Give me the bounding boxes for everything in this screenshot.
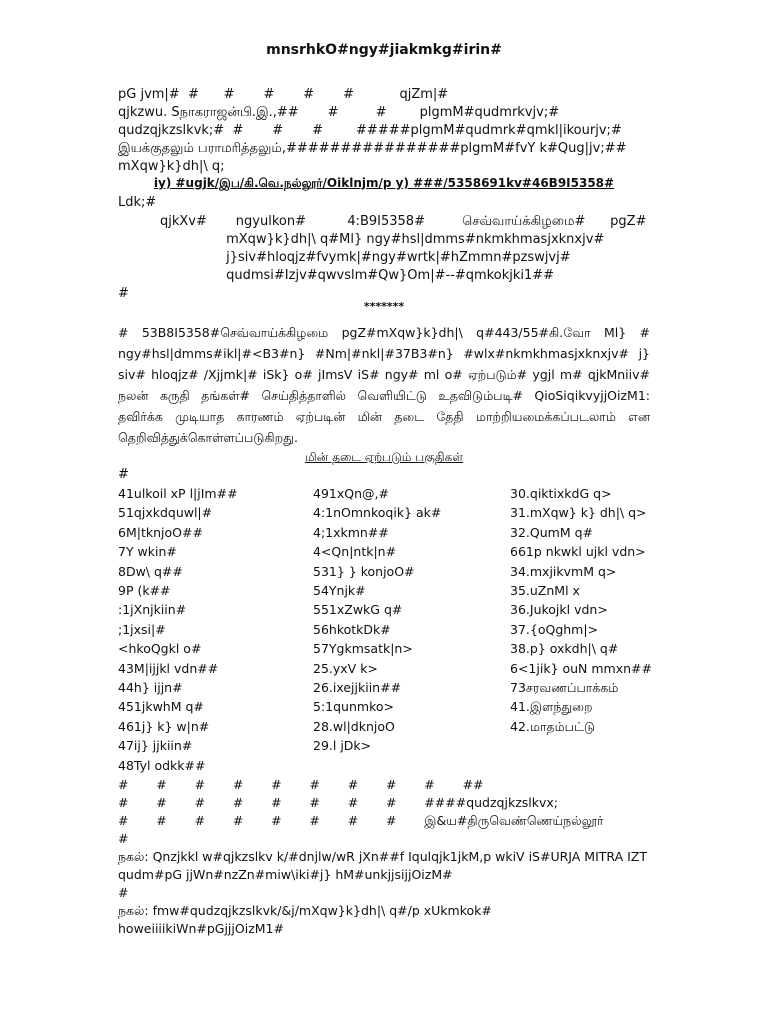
area-item: 4<Qn|ntk|n# — [313, 544, 397, 560]
area-item: 6M|tknjoO## — [118, 524, 203, 540]
footer-signature-row: # # # # # # # # இ&ய#திருவெண்ணெய்நல்லூர் — [118, 813, 604, 828]
footer-block — [118, 776, 653, 938]
area-item: ;1jxsi|# — [118, 621, 166, 637]
ref-line-3: j}siv#hloqjz#fvymk|#ngy#wrtk|#hZmmn#pzswjvj# — [160, 250, 571, 265]
area-item: 57Ygkmsatk|n> — [313, 641, 413, 657]
document-title: mnsrhkO#ngy#jiakmkg#irin# — [266, 42, 502, 58]
area-item: :1jXnjkiin# — [118, 602, 187, 618]
hash-line: # — [118, 286, 129, 301]
areas-column-3 — [510, 484, 652, 736]
area-item: 6<1jik} ouN mmxn## — [510, 660, 653, 676]
copy-to-line-2: நகல்: fmw#qudzqjkzslkvk/&j/mXqw}k}dh|\ q#/p xUkmkok# howeiiiikiWn#pGjjjOizM1# — [118, 903, 496, 936]
area-item: 491xQn@,# — [313, 486, 389, 501]
ref-line-4: qudmsi#Izjv#qwvslm#Qw}Om|#--#qmkokjki1## — [160, 268, 555, 283]
area-item: 35.uZnMl x — [510, 583, 580, 599]
area-item: 26.ixejjkiin## — [313, 680, 402, 696]
area-item: 42.மாதம்பட்டு — [510, 718, 596, 734]
area-item: 461j} k} w|n# — [118, 718, 210, 734]
copy-to-line-1: நகல்: Qnzjkkl w#qjkzslkv k/#dnjlw/wR jXn##f Iqulqjk1jkM,p wkiV iS#URJA MITRA IZT qudm#pG jjWn#nzZn#miw\iki#j} hM#unkjjsijjOizM# — [118, 849, 651, 882]
footer-hash-row: # — [118, 885, 129, 900]
footer-hash-row: # — [118, 831, 129, 846]
area-item: 34.mxjikvmM q> — [510, 563, 617, 579]
footer-hash-row: # # # # # # # # ####qudzqjkzslkvx; — [118, 795, 558, 810]
area-item: 4;1xkmn## — [313, 524, 389, 540]
area-item: 9P (k## — [118, 583, 171, 599]
area-item: 48Tyl odkk## — [118, 757, 206, 773]
ref-line-1: qjkXv# ngyulkon# 4:B9I5358# செவ்வாய்க்கிழமை# pgZ# — [160, 214, 647, 229]
area-item: 5:1qunmko> — [313, 699, 394, 715]
body-paragraph: # 53B8I5358#செவ்வாய்க்கிழமை pgZ#mXqw}k}dh|\ q#443/55#கி.வோ Ml} # ngy#hsl|dmms#ikl|#<B3#n} #Nm|#nkl|#37B3#n} #wlx#nkmkhmasjxknxjv# j} siv# hloqjz# /Xjjmk|# iSk} o# jImsV iS# ngy# ml o# ஏற்படும்# ygjl m# qjkMniiv# நலன் கருதி தங்கள்# செய்தித்தாளில் வெளியிட்டு உதவிடும்படி# QioSiqikvyjjOizM1: தவிர்க்க முடியாத காரணம் ஏற்படின் மின் தடை தேதி மாற்றியமைக்கப்படலாம் என தெறிவித்துக்கொள்ளப்படுகிறது. — [118, 325, 650, 445]
header-line-1: pG jvm|# # # # # # qjZm|# — [118, 87, 449, 102]
area-item: 41.இளந்துறை — [510, 699, 593, 715]
header-line-3: qudzqjkzslkvk;# # # # #####plgmM#qudmrk#qmkl|ikourjv;# — [118, 123, 622, 138]
area-item: 661p nkwkl ujkl vdn> — [510, 544, 646, 560]
area-item: 54Ynjk# — [313, 583, 366, 599]
area-item: 47ij} jjkiin# — [118, 738, 193, 754]
area-item: 8Dw\ q## — [118, 563, 183, 579]
areas-column-1 — [118, 484, 238, 775]
ldk-label: Ldk;# — [118, 195, 157, 210]
area-item: 32.QumM q# — [510, 524, 593, 540]
area-item: <hkoQgkl o# — [118, 641, 202, 657]
areas-heading: மின் தடை ஏற்படும் பகுதிகள் — [304, 450, 464, 464]
separator-stars: ******* — [363, 300, 405, 313]
area-item: 37.{oQghm|> — [510, 621, 599, 637]
area-item: 531} } konjoO# — [313, 563, 415, 579]
header-line-2: qjkzwu. Sநாகராஜன்பி.இ.,## # # plgmM#qudmrkvjv;# — [118, 105, 560, 120]
area-item: 43M|ijjkl vdn## — [118, 660, 219, 676]
area-item: 73சரவணப்பாக்கம் — [510, 680, 619, 696]
area-item: 4:1nOmnkoqik} ak# — [313, 505, 442, 521]
area-item: 56hkotkDk# — [313, 621, 391, 637]
ref-line-2: mXqw}k}dh|\ q#Ml} ngy#hsl|dmms#nkmkhmasjxknxjv# — [160, 232, 605, 247]
area-item: 25.yxV k> — [313, 660, 378, 676]
area-item: 30.qiktixkdG q> — [510, 486, 612, 501]
areas-column-2 — [313, 484, 441, 756]
footer-hash-row: # # # # # # # # # ## — [118, 777, 484, 792]
area-item: 28.wl|dknjoO — [313, 718, 395, 734]
area-item: 36.Jukojkl vdn> — [510, 602, 608, 618]
area-item: 38.p} oxkdh|\ q# — [510, 641, 619, 657]
header-line-4: இயக்குதலும் பராமரித்தலும்,################plgmM#fvY k#Qug|jv;## — [118, 141, 627, 156]
area-item: 41ulkoil xP l|jIm## — [118, 486, 238, 501]
area-item: 51qjxkdquwl|# — [118, 505, 213, 521]
area-item: 7Y wkin# — [118, 544, 177, 560]
subject-line: iy) #ugjk/இப/கி.வெ.நல்லூர்/Oiklnjm/p y) ###/5358691kv#46B9I5358# — [153, 176, 615, 190]
area-item: 44h} ijjn# — [118, 680, 183, 696]
area-item: 551xZwkG q# — [313, 602, 403, 618]
area-item: 31.mXqw} k} dh|\ q> — [510, 505, 647, 521]
header-line-5: mXqw}k}dh|\ q; — [118, 159, 225, 174]
areas-hash: # — [118, 467, 129, 482]
area-item: 451jkwhM q# — [118, 699, 204, 715]
area-item: 29.l jDk> — [313, 738, 372, 754]
